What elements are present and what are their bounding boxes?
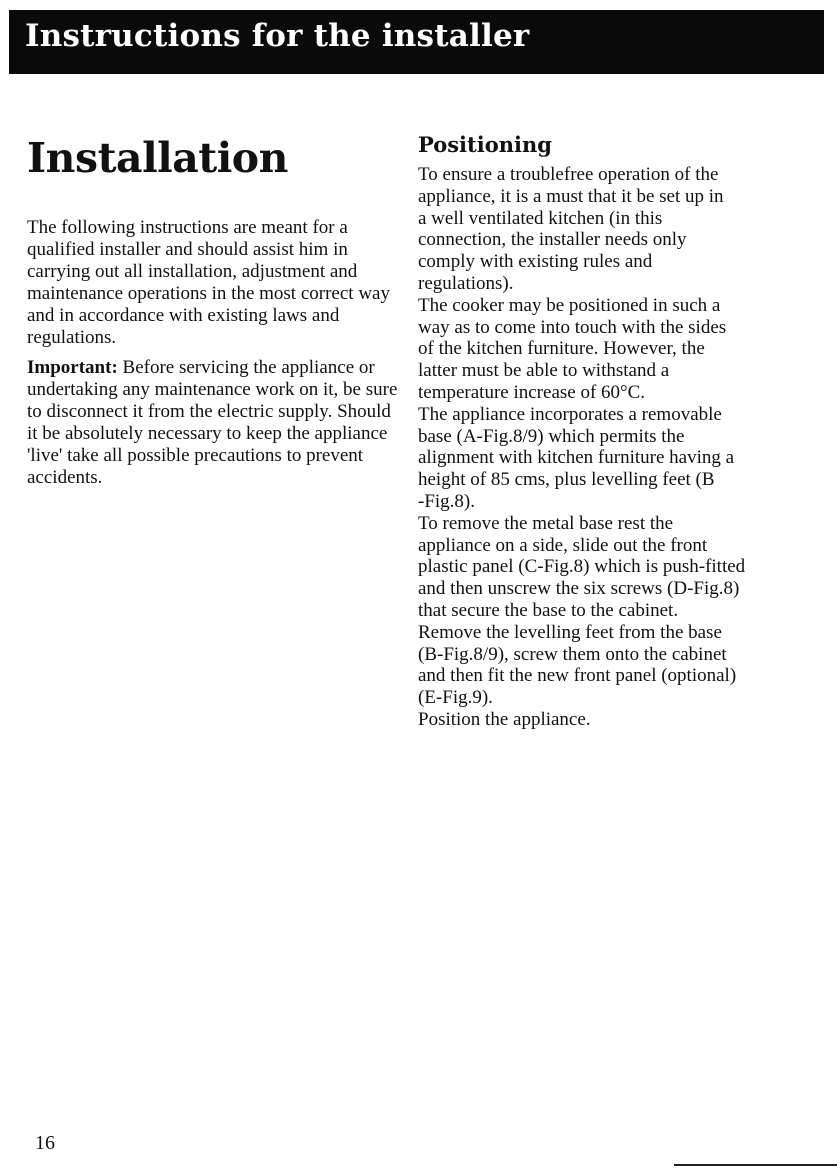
positioning-line: and then fit the new front panel (optional) (418, 665, 737, 687)
positioning-body (418, 164, 796, 731)
positioning-line: latter must be able to withstand a (418, 360, 670, 382)
positioning-line: comply with existing rules and (418, 251, 653, 273)
positioning-line: and then unscrew the six screws (D-Fig.8) (418, 578, 740, 600)
installation-title: Installation (27, 134, 288, 182)
positioning-section (418, 130, 796, 731)
positioning-line: (B-Fig.8/9), screw them onto the cabinet (418, 643, 727, 665)
positioning-line: height of 85 cms, plus levelling feet (B (418, 469, 715, 491)
positioning-line: -Fig.8). (418, 490, 475, 512)
important-label: Important: (27, 357, 118, 378)
positioning-line: (E-Fig.9). (418, 687, 493, 709)
positioning-line: To ensure a troublefree operation of the (418, 164, 719, 185)
positioning-line: The appliance incorporates a removable (418, 403, 722, 425)
positioning-line: way as to come into touch with the sides (418, 316, 727, 338)
positioning-line: temperature increase of 60°C. (418, 381, 646, 403)
bottom-rule (674, 1164, 837, 1166)
installation-intro-paragraph: The following instructions are meant for a qualified installer and should assist him in carrying out all installation, adjustment and maintenance operations in the most correct way and in accordance with existing laws and regulations. (27, 217, 390, 348)
header-title: Instructions for the installer (25, 18, 530, 54)
header-bar (9, 10, 824, 74)
page-number: 16 (35, 1132, 55, 1154)
positioning-line: plastic panel (C-Fig.8) which is push-fitted (418, 556, 746, 578)
positioning-line: To remove the metal base rest the (418, 512, 674, 534)
positioning-line: base (A-Fig.8/9) which permits the (418, 425, 685, 447)
installation-section (27, 130, 402, 489)
positioning-title: Positioning (418, 132, 552, 157)
important-text: Before servicing the appliance or undertaking any maintenance work on it, be sure to disconnect it from the electric supply. Should it be absolutely necessary to keep the appliance 'live' take all possible precautions to prevent accidents. (27, 357, 398, 488)
positioning-line: alignment with kitchen furniture having a (418, 447, 735, 469)
important-paragraph (27, 357, 402, 489)
positioning-line: appliance on a side, slide out the front (418, 534, 708, 556)
positioning-line: that secure the base to the cabinet. (418, 599, 679, 621)
positioning-line: regulations). (418, 272, 514, 294)
positioning-line: The cooker may be positioned in such a (418, 294, 721, 316)
positioning-line: connection, the installer needs only (418, 229, 687, 251)
positioning-line: appliance, it is a must that it be set up in (418, 185, 724, 207)
positioning-line: Remove the levelling feet from the base (418, 621, 722, 643)
positioning-line: a well ventilated kitchen (in this (418, 207, 663, 229)
positioning-line: Position the appliance. (418, 708, 591, 730)
positioning-line: of the kitchen furniture. However, the (418, 338, 705, 360)
